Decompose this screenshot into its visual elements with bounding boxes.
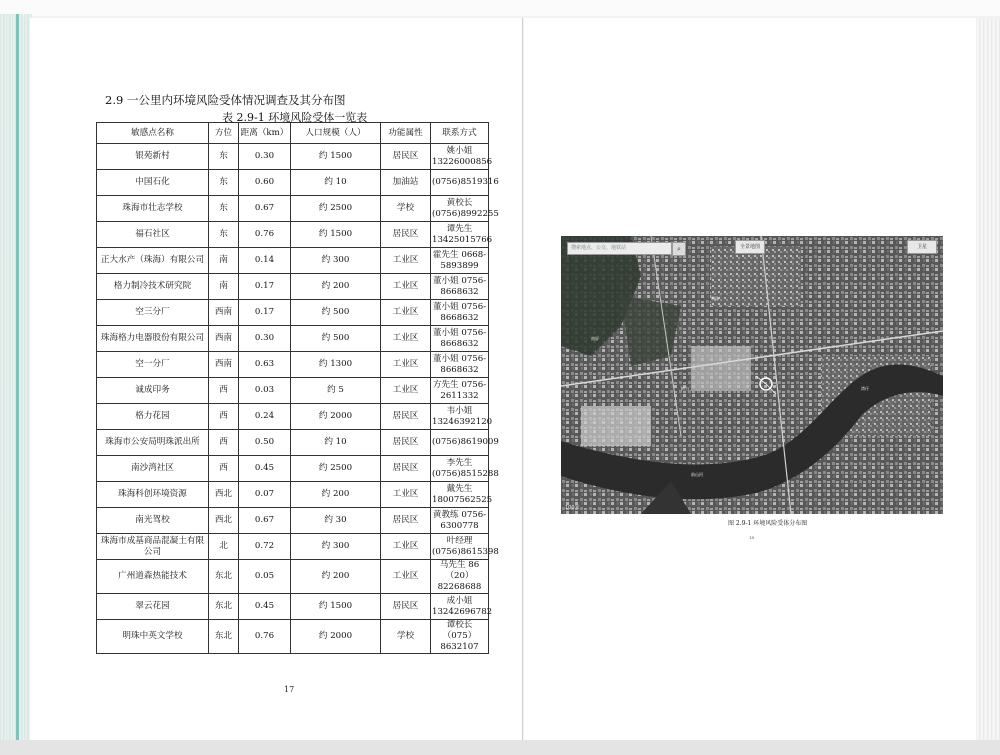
map-caption: 图 2.9-1 环境风险受体分布图 — [728, 520, 808, 527]
cell-distance: 0.67 — [239, 508, 291, 534]
cell-contact: 叶经理 (0756)8615398 — [431, 534, 489, 560]
cell-population: 约 500 — [291, 300, 381, 326]
cell-function: 工业区 — [381, 274, 431, 300]
cell-function: 居民区 — [381, 144, 431, 170]
left-page-number: 17 — [284, 685, 295, 694]
cell-function: 居民区 — [381, 456, 431, 482]
cell-direction: 西南 — [209, 352, 239, 378]
cell-name: 翠云花园 — [97, 594, 209, 620]
cell-direction: 西 — [209, 378, 239, 404]
header-name: 敏感点名称 — [97, 123, 209, 144]
table-row — [97, 378, 489, 404]
scan-bottom-shadow — [0, 740, 1000, 755]
map-label: 格力 — [681, 386, 689, 391]
cell-direction: 东北 — [209, 560, 239, 594]
cell-direction: 西北 — [209, 508, 239, 534]
cell-name: 银苑新村 — [97, 144, 209, 170]
cell-contact: 霍先生 0668-5893899 — [431, 248, 489, 274]
cell-contact: 成小姐 13242696782 — [431, 594, 489, 620]
cell-function: 加油站 — [381, 170, 431, 196]
cell-direction: 东 — [209, 144, 239, 170]
cell-population: 约 30 — [291, 508, 381, 534]
cell-population: 约 2500 — [291, 196, 381, 222]
header-direction: 方位 — [209, 123, 239, 144]
table-row — [97, 326, 489, 352]
cell-population: 约 200 — [291, 560, 381, 594]
cell-direction: 东北 — [209, 594, 239, 620]
cell-distance: 0.76 — [239, 620, 291, 654]
cell-function: 工业区 — [381, 482, 431, 508]
cell-distance: 0.14 — [239, 248, 291, 274]
cell-distance: 0.50 — [239, 430, 291, 456]
cell-direction: 南 — [209, 248, 239, 274]
cell-name: 南光驾校 — [97, 508, 209, 534]
page-edges-right — [976, 18, 1000, 740]
table-row — [97, 144, 489, 170]
cell-direction: 南 — [209, 274, 239, 300]
cell-name: 诚成印务 — [97, 378, 209, 404]
map-label: 南屏 — [591, 336, 599, 341]
table-header-row — [97, 123, 489, 144]
cell-name: 空一分厂 — [97, 352, 209, 378]
cell-population: 约 200 — [291, 274, 381, 300]
cell-distance: 0.17 — [239, 300, 291, 326]
cell-distance: 0.17 — [239, 274, 291, 300]
cell-name: 珠海市壮志学校 — [97, 196, 209, 222]
cell-contact: (0756)8619009 — [431, 430, 489, 456]
cell-function: 工业区 — [381, 378, 431, 404]
cell-contact: 董小姐 0756-8668632 — [431, 274, 489, 300]
cell-direction: 西 — [209, 456, 239, 482]
table-row — [97, 222, 489, 248]
cell-population: 约 2000 — [291, 404, 381, 430]
cell-distance: 0.05 — [239, 560, 291, 594]
cell-contact: 马先生 86（20）82268688 — [431, 560, 489, 594]
cell-name: 福石社区 — [97, 222, 209, 248]
table-row — [97, 196, 489, 222]
header-distance: 距离（km） — [239, 123, 291, 144]
cell-distance: 0.30 — [239, 326, 291, 352]
cell-contact: 董小姐 0756-8668632 — [431, 300, 489, 326]
map-search-input[interactable]: 搜索地点、公交、地铁站 — [567, 242, 672, 255]
cell-name: 格力花园 — [97, 404, 209, 430]
table-row — [97, 594, 489, 620]
cell-population: 约 200 — [291, 482, 381, 508]
cell-function: 居民区 — [381, 404, 431, 430]
map-label: 明珠 — [711, 296, 719, 301]
table-caption: 表 2.9-1 环境风险受体一览表 — [222, 111, 368, 124]
cell-direction: 东 — [209, 196, 239, 222]
cell-population: 约 1500 — [291, 222, 381, 248]
cell-name: 明珠中英文学校 — [97, 620, 209, 654]
cell-contact: 谭校长 （075）8632107 — [431, 620, 489, 654]
cell-name: 珠海科创环境资源 — [97, 482, 209, 508]
table-row — [97, 482, 489, 508]
cell-function: 工业区 — [381, 248, 431, 274]
table-row — [97, 456, 489, 482]
table-row — [97, 508, 489, 534]
map-label: 湾仔 — [861, 386, 869, 391]
cell-name: 中国石化 — [97, 170, 209, 196]
cell-contact: 姚小姐 13226000856 — [431, 144, 489, 170]
risk-receptor-table — [96, 122, 499, 654]
cell-function: 工业区 — [381, 326, 431, 352]
header-population: 人口规模（人） — [291, 123, 381, 144]
table-row — [97, 352, 489, 378]
cell-name: 珠海市公安局明珠派出所 — [97, 430, 209, 456]
cell-direction: 西南 — [209, 326, 239, 352]
cell-distance: 0.45 — [239, 594, 291, 620]
cell-distance: 0.63 — [239, 352, 291, 378]
cell-contact: 谭先生 13425015766 — [431, 222, 489, 248]
cell-contact: 董小姐 0756-8668632 — [431, 326, 489, 352]
cell-population: 约 500 — [291, 326, 381, 352]
map-tab-satellite[interactable]: 卫星 — [907, 240, 937, 254]
cell-direction: 东北 — [209, 620, 239, 654]
cell-name: 格力制冷技术研究院 — [97, 274, 209, 300]
cell-population: 约 5 — [291, 378, 381, 404]
cell-name: 南沙湾社区 — [97, 456, 209, 482]
cell-name: 珠海格力电器股份有限公司 — [97, 326, 209, 352]
cell-distance: 0.07 — [239, 482, 291, 508]
table-row — [97, 274, 489, 300]
cell-function: 工业区 — [381, 352, 431, 378]
cell-function: 学校 — [381, 620, 431, 654]
cell-distance: 0.45 — [239, 456, 291, 482]
cell-name: 珠海市成基商品混凝土有限公司 — [97, 534, 209, 560]
map-tab-panorama[interactable]: 全景地图 — [735, 240, 765, 254]
section-title: 2.9 一公里内环境风险受体情况调查及其分布图 — [105, 93, 346, 107]
table-row — [97, 560, 489, 594]
cell-distance: 0.67 — [239, 196, 291, 222]
header-contact: 联系方式 — [431, 123, 489, 144]
cell-function: 居民区 — [381, 222, 431, 248]
cell-contact: 戴先生 18007562525 — [431, 482, 489, 508]
cell-distance: 0.60 — [239, 170, 291, 196]
cell-name: 正大水产（珠海）有限公司 — [97, 248, 209, 274]
cell-distance: 0.30 — [239, 144, 291, 170]
cell-direction: 北 — [209, 534, 239, 560]
cell-direction: 东 — [209, 170, 239, 196]
cell-population: 约 10 — [291, 430, 381, 456]
map-label: 前山河 — [691, 472, 703, 477]
cell-population: 约 1500 — [291, 594, 381, 620]
cell-distance: 0.76 — [239, 222, 291, 248]
cell-function: 工业区 — [381, 534, 431, 560]
table-row — [97, 534, 489, 560]
satellite-imagery — [561, 236, 943, 514]
cell-function: 工业区 — [381, 300, 431, 326]
table-row — [97, 248, 489, 274]
cell-function: 工业区 — [381, 560, 431, 594]
cell-direction: 西 — [209, 404, 239, 430]
map-scale: 100米 — [565, 505, 580, 511]
cell-contact: 李先生 (0756)8515288 — [431, 456, 489, 482]
cell-direction: 西南 — [209, 300, 239, 326]
right-page-number: 18 — [749, 535, 755, 540]
table-row — [97, 404, 489, 430]
cell-name: 广州道森热能技术 — [97, 560, 209, 594]
cell-population: 约 1300 — [291, 352, 381, 378]
cell-distance: 0.24 — [239, 404, 291, 430]
page-edges-left — [0, 14, 32, 741]
cell-population: 约 1500 — [291, 144, 381, 170]
search-icon[interactable]: ⌕ — [672, 242, 686, 256]
cell-distance: 0.72 — [239, 534, 291, 560]
cell-function: 居民区 — [381, 594, 431, 620]
cell-direction: 西 — [209, 430, 239, 456]
cell-function: 居民区 — [381, 430, 431, 456]
cell-population: 约 300 — [291, 534, 381, 560]
cell-distance: 0.03 — [239, 378, 291, 404]
cell-direction: 西北 — [209, 482, 239, 508]
header-function: 功能属性 — [381, 123, 431, 144]
cell-population: 约 2000 — [291, 620, 381, 654]
cell-function: 学校 — [381, 196, 431, 222]
cell-contact: 黄教练 0756-6300778 — [431, 508, 489, 534]
table-row — [97, 430, 489, 456]
cell-contact: 方先生 0756-2611332 — [431, 378, 489, 404]
cell-contact: 韦小姐 13246392120 — [431, 404, 489, 430]
cell-contact: (0756)8519316 — [431, 170, 489, 196]
cell-name: 空三分厂 — [97, 300, 209, 326]
cell-function: 居民区 — [381, 508, 431, 534]
cell-population: 约 2500 — [291, 456, 381, 482]
cell-contact: 董小姐 0756-8668632 — [431, 352, 489, 378]
table-row — [97, 300, 489, 326]
cell-population: 约 300 — [291, 248, 381, 274]
cell-contact: 黄校长 (0756)8992255 — [431, 196, 489, 222]
cell-direction: 东 — [209, 222, 239, 248]
satellite-map — [561, 236, 943, 514]
table-row — [97, 620, 489, 654]
cell-population: 约 10 — [291, 170, 381, 196]
scan-top-strip — [0, 0, 1000, 16]
table-row — [97, 170, 489, 196]
